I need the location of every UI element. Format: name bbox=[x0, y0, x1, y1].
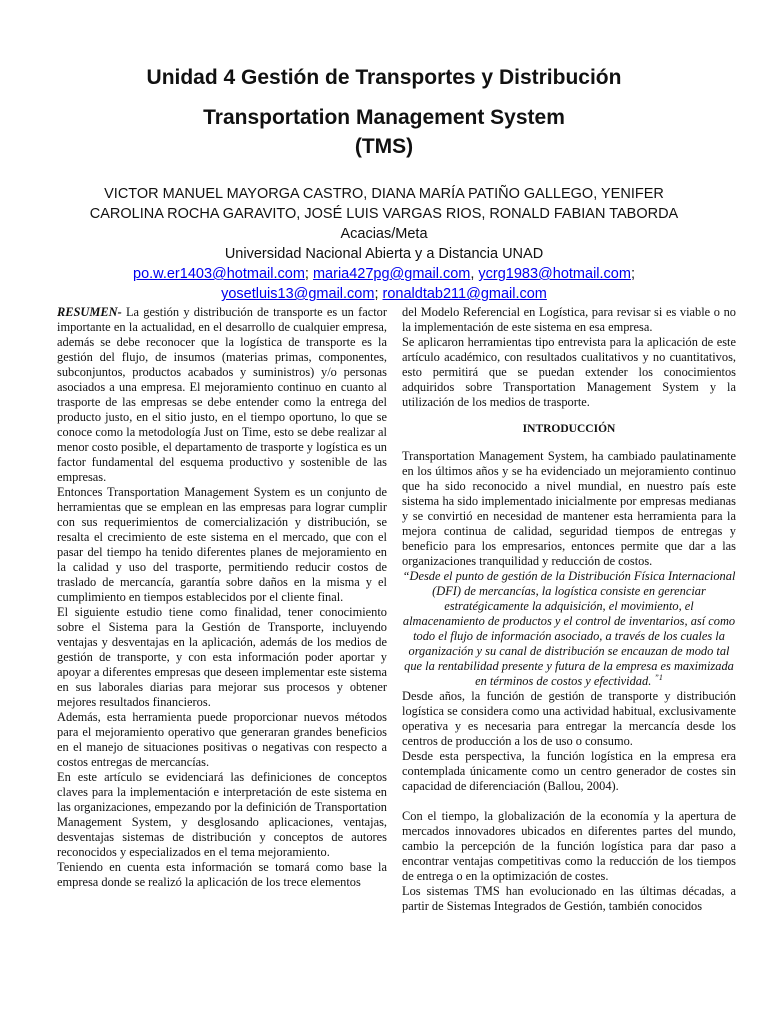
body-paragraph: El siguiente estudio tiene como finalidad, tener conocimiento sobre el Sistema para la Gestión de Transporte, incluyendo ventajas y desventajas en la aplicación, además de los medios de gestión de transporte, y con esta información poder aportar y apoyar a diferentes empresas que deseen implementar este sistema en sus laborales diarias para mejorar sus procesos y obtener mejores resultados financieros. bbox=[57, 605, 387, 709]
author-block bbox=[40, 184, 728, 304]
body-paragraph: Desde esta perspectiva, la función logística en la empresa era contemplada únicamente como un centro generador de costes sin capacidad de diferenciación (Ballou, 2004). bbox=[402, 749, 736, 793]
body-paragraph: Transportation Management System, ha cambiado paulatinamente en los últimos años y se ha evidenciado un mejoramiento continuo que ha sido reconocido a nivel mundial, en nuestro país este sistema ha sido implementado inicialmente por empresas medianas y se convirtió en necesidad de mantener esta herramienta para la mejora continua de calidad, seguridad tiempos de entregas y beneficio para los empresarios, entonces permite que dar a las organizaciones tranquilidad y reducción de costos. bbox=[402, 449, 736, 568]
right-column bbox=[402, 305, 736, 914]
body-paragraph: Con el tiempo, la globalización de la economía y la apertura de mercados innovadores ubicados en diferentes partes del mundo, cambio la percepción de la función logística para dar paso a encontrar ventajas competitivas como la reducción de los tiempos de entrega o en la optimización de costes. bbox=[402, 809, 736, 883]
body-paragraph: En este artículo se evidenciará las definiciones de conceptos claves para la implementación e interpretación de este sistema en las organizaciones, empezando por la definición de Transportation Management System, y desglosando aplicaciones, ventajas, desventajas sistemas de distribución y conceptos de autores reconocidos y especializados en el tema mejoramiento. bbox=[57, 770, 387, 859]
abstract-text: La gestión y distribución de transporte es un factor importante en la actualidad, en el desarrollo de cualquier empresa, además se debe reconocer que la logística de transporte es la gestión del flujo, de insumos (materias primas, componentes, subconjuntos, productos acabados y suministros) y/o personas asociados a una empresa. El mejoramiento continuo en cuanto al trasporte de las empresas se debe entender como la entrega del producto justo, en el sitio justo, en el tiempo oportuno, lo que se conoce como la metodología Just on Time, esto se debe realizar al menor costo posible, el departamento de trasporte y logística es un factor fundamental del esquema productivo y sostenible de las empresas. bbox=[57, 305, 387, 484]
section-heading-introduction: INTRODUCCIÓN bbox=[522, 423, 616, 435]
email-line-2 bbox=[40, 284, 728, 304]
abstract-paragraph bbox=[57, 305, 387, 485]
separator: ; bbox=[630, 266, 635, 282]
paper-subtitle: Transportation Management System bbox=[203, 106, 565, 129]
body-paragraph: Entonces Transportation Management System es un conjunto de herramientas que se emplean en las empresas para lograr cumplir con sus requerimientos de comercialización y distribución, se resalta el crecimiento de este sistema en el mercado, que con el pasar del tiempo ha tenido diferentes planes de mejoramiento en la calidad y uso del trasporte, permitiendo reducir costos de traslado de mercancía, garantía sobre daños en la misma y el cumplimiento en tiempos establecidos por el cliente final. bbox=[57, 485, 387, 604]
body-paragraph: Teniendo en cuenta esta información se tomará como base la empresa donde se realizó la aplicación de los trece elementos bbox=[57, 860, 387, 889]
email-link[interactable]: yosetluis13@gmail.com bbox=[221, 286, 375, 302]
author-names-line-2: CAROLINA ROCHA GARAVITO, JOSÉ LUIS VARGAS RIOS, RONALD FABIAN TABORDA bbox=[89, 206, 679, 222]
body-paragraph: Los sistemas TMS han evolucionado en las últimas décadas, a partir de Sistemas Integrados de Gestión, también conocidos bbox=[402, 884, 736, 913]
paper-title: Unidad 4 Gestión de Transportes y Distribución bbox=[146, 66, 622, 89]
separator: ; bbox=[374, 286, 379, 302]
email-link[interactable]: maria427pg@gmail.com bbox=[312, 266, 471, 282]
paragraph-gap bbox=[402, 794, 736, 809]
email-link[interactable]: ycrg1983@hotmail.com bbox=[478, 266, 631, 282]
author-names-line-1: VICTOR MANUEL MAYORGA CASTRO, DIANA MARÍA PATIÑO GALLEGO, YENIFER bbox=[104, 186, 664, 202]
footnote-marker: ”1 bbox=[654, 672, 663, 682]
body-paragraph: del Modelo Referencial en Logística, para revisar si es viable o no la implementación de este sistema en esa empresa. bbox=[402, 305, 736, 334]
separator: , bbox=[470, 266, 475, 282]
email-line-1 bbox=[40, 264, 728, 284]
abstract-label: RESUMEN- bbox=[57, 305, 122, 319]
quote-text: “Desde el punto de gestión de la Distribución Física Internacional (DFI) de mercancías, la logística consiste en gerenciar estratégicamente la adquisición, el movimiento, el almacenamiento de productos y el control de inventarios, así como todo el flujo de información asociado, a través de los cuales la organización y su canal de distribución se encauzan de modo tal que la rentabilidad presente y futura de la empresa es maximizada en términos de costos y efectividad. bbox=[402, 569, 736, 688]
body-paragraph: Desde años, la función de gestión de transporte y distribución logística se considera como una actividad habitual, exclusivamente operativa y es necesaria para entregar la mercancía desde los centros de producción a los de uso o consumo. bbox=[402, 689, 736, 748]
separator: ; bbox=[304, 266, 309, 282]
author-location: Acacias/Meta bbox=[340, 226, 428, 242]
body-paragraph: Además, esta herramienta puede proporcionar nuevos métodos para el mejoramiento operativo que generaran grandes beneficios en el manejo de situaciones positivas o negativas con respecto a costos entregas de mercancías. bbox=[57, 710, 387, 769]
body-paragraph: Se aplicaron herramientas tipo entrevista para la aplicación de este artículo académico, con resultados cualitativos y no cuantitativos, esto permitirá que se puedan extender los conocimientos adquiridos sobre Transportation Management System y la utilización de los medios de trasporte. bbox=[402, 335, 736, 409]
author-university: Universidad Nacional Abierta y a Distancia UNAD bbox=[224, 246, 544, 262]
email-link[interactable]: po.w.er1403@hotmail.com bbox=[133, 266, 305, 282]
paper-subtitle-acronym: (TMS) bbox=[354, 135, 414, 158]
left-column bbox=[57, 305, 387, 890]
block-quote bbox=[402, 569, 736, 689]
email-link[interactable]: ronaldtab211@gmail.com bbox=[382, 286, 547, 302]
